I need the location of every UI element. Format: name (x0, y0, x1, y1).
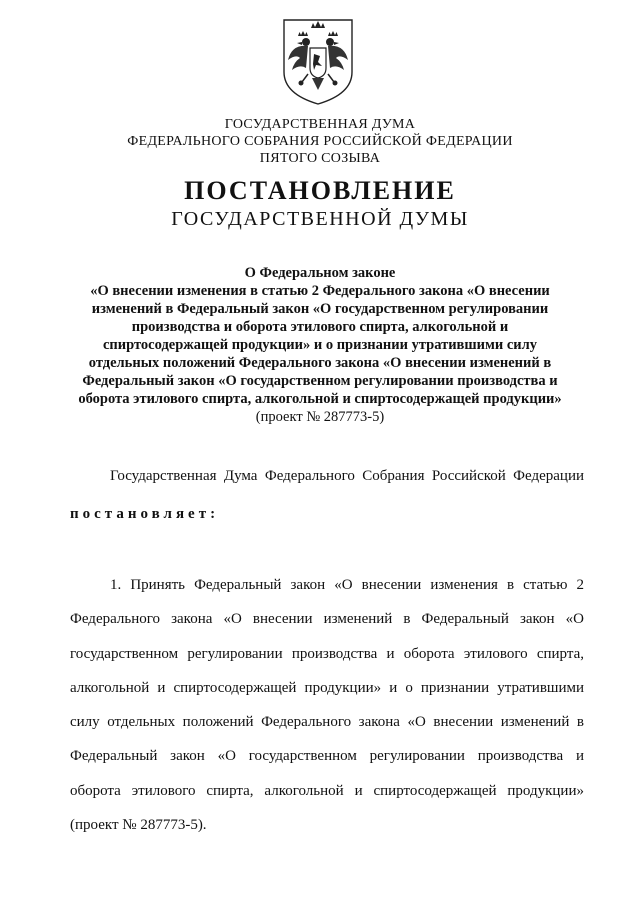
project-number: (проект № 287773-5) (255, 409, 385, 425)
document-subtitle: ГОСУДАРСТВЕННОЙ ДУМЫ (171, 208, 469, 230)
coat-of-arms-emblem (278, 14, 358, 106)
subject-heading: О Федеральном законе (244, 265, 396, 281)
header-line-federal-assembly: ФЕДЕРАЛЬНОГО СОБРАНИЯ РОССИЙСКОЙ ФЕДЕРАЦИИ (127, 134, 513, 149)
header-line-convocation: ПЯТОГО СОЗЫВА (259, 151, 381, 166)
paragraph-1: 1. Принять Федеральный закон «О внесении изменения в статью 2 Федерального закона «О внесении изменений в Федеральный закон «О государственном регулировании производства и оборота этилового спирта, алкогольной и спиртосодержащей продукции» и о признании утратившими силу отдельных положений Федерального закона «О внесении изменений в Федеральный закон «О государственном регулировании производства и оборота этилового спирта, алкогольной и спиртосодержащей продукции» (проект № 287773-5). (70, 577, 584, 834)
document-subject (70, 264, 570, 426)
subject-body: «О внесении изменения в статью 2 Федерального закона «О внесении изменений в Федеральный закон «О государственном регулировании производства и оборота этилового спирта, алкогольной и спиртосодержащей продукции» и о признании утратившими силу отдельных положений Федерального закона «О внесении изменений в Федеральный закон «О государственном регулировании производства и оборота этилового спирта, алкогольной и спиртосодержащей продукции» (78, 283, 562, 407)
preamble-resolves: постановляет: (70, 506, 220, 522)
preamble-assembly: Государственная Дума Федерального Собрания Российской Федерации (110, 468, 584, 484)
document-title: ПОСТАНОВЛЕНИЕ (184, 176, 456, 205)
double-headed-eagle-icon (278, 14, 358, 106)
header-line-state-duma: ГОСУДАРСТВЕННАЯ ДУМА (224, 117, 416, 132)
